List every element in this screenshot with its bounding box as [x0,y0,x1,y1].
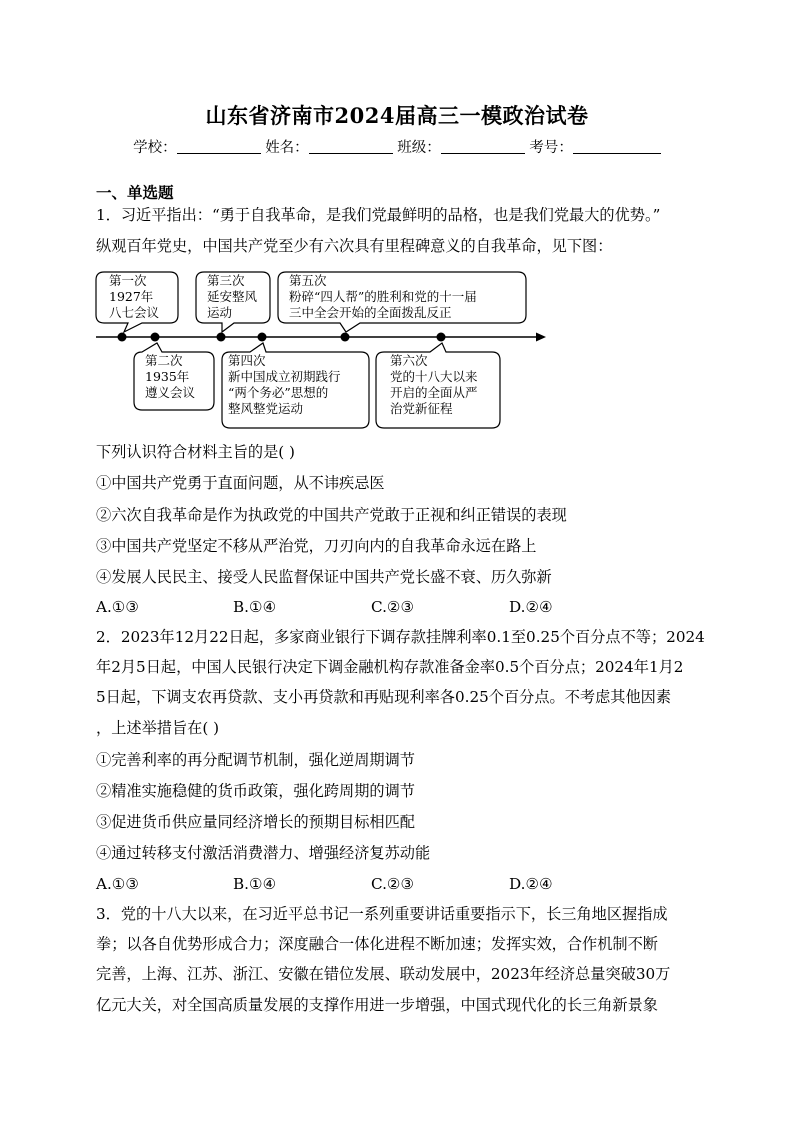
name-label: 姓名： [265,140,309,156]
exam-title: 山东省济南市2024届高三一模政治试卷 [205,103,589,128]
q3-line-4: 亿元大关，对全国高质量发展的支撑作用进一步增强，中国式现代化的长三角新景象 [96,996,658,1014]
school-blank[interactable] [177,138,261,154]
q2-line-1: 2．2023年12月22日起，多家商业银行下调存款挂牌利率0.1至0.25个百分点不等；2024 [96,628,705,646]
event-4-line-3: “两个务必”思想的 [228,385,329,400]
callout-6 [376,343,500,428]
event-4-line-4: 整风整党运动 [228,401,304,416]
event-4-line-2: 新中国成立初期践行 [228,369,341,384]
q1-statement-4: ④发展人民民主、接受人民监督保证中国共产党长盛不衰、历久弥新 [96,568,552,586]
q2-statement-2: ②精准实施稳健的货币政策，强化跨周期的调节 [96,782,415,800]
event-1-line-3: 八七会议 [109,305,160,320]
q1-option-a[interactable]: A.①③ [96,598,140,616]
exam-no-blank[interactable] [573,138,661,154]
q3-line-1: 3．党的十八大以来，在习近平总书记一系列重要讲话重要指示下，长三角地区握指成 [96,905,668,923]
q1-option-c[interactable]: C.②③ [371,598,415,616]
event-2-line-3: 遵义会议 [145,385,196,400]
event-6-line-1: 第六次 [390,353,428,368]
name-blank[interactable] [309,138,393,154]
q1-option-b[interactable]: B.①④ [233,598,277,616]
student-info-row [0,136,794,157]
q1-option-d[interactable]: D.②④ [509,598,553,616]
event-3-line-3: 运动 [207,305,233,320]
exam-no-label: 考号： [529,140,573,156]
q1-line-2: 纵观百年党史，中国共产党至少有六次具有里程碑意义的自我革命，见下图： [96,237,613,255]
q1-line-1: 1．习近平指出：“勇于自我革命，是我们党最鲜明的品格，也是我们党最大的优势。” [96,206,661,224]
event-6-line-4: 治党新征程 [390,401,453,416]
section-heading: 一、单选题 [96,183,174,202]
event-1-line-2: 1927年 [109,289,154,304]
q1-statement-2: ②六次自我革命是作为执政党的中国共产党敢于正视和纠正错误的表现 [96,506,567,524]
q1-stem: 下列认识符合材料主旨的是( ) [96,443,295,461]
q1-statement-1: ①中国共产党勇于直面问题，从不讳疾忌医 [96,474,385,492]
timeline-dot-1 [118,333,127,342]
q3-line-2: 拳；以各自优势形成合力；深度融合一体化进程不断加速；发挥实效，合作机制不断 [96,935,658,953]
q2-option-a[interactable]: A.①③ [96,875,140,893]
timeline-dot-4 [258,333,267,342]
timeline-dot-3 [217,333,226,342]
event-6-line-3: 开启的全面从严 [390,385,478,400]
callout-2 [134,343,214,410]
school-label: 学校： [133,140,177,156]
q2-option-c[interactable]: C.②③ [371,875,415,893]
event-1-line-1: 第一次 [109,273,147,288]
callout-1 [96,272,178,332]
timeline-dot-2 [151,333,160,342]
q2-option-b[interactable]: B.①④ [233,875,277,893]
timeline-dot-6 [437,333,446,342]
callout-4 [222,343,369,428]
event-6-line-2: 党的十八大以来 [390,369,478,384]
class-label: 班级： [397,140,441,156]
event-2-line-1: 第二次 [145,353,183,368]
q2-line-2: 年2月5日起，中国人民银行决定下调金融机构存款准备金率0.5个百分点；2024年1月2 [96,658,684,676]
event-4-line-1: 第四次 [228,353,266,368]
callout-5 [278,272,526,332]
event-5-line-1: 第五次 [289,273,327,288]
q2-statement-1: ①完善利率的再分配调节机制，强化逆周期调节 [96,751,415,769]
q2-statement-4: ④通过转移支付激活消费潜力、增强经济复苏动能 [96,844,431,862]
q3-line-3: 完善，上海、江苏、浙江、安徽在错位发展、联动发展中，2023年经济总量突破30万 [96,965,671,983]
q1-statement-3: ③中国共产党坚定不移从严治党，刀刃向内的自我革命永远在路上 [96,537,537,555]
timeline-arrowhead [536,333,546,342]
event-3-line-2: 延安整风 [207,289,258,304]
event-2-line-2: 1935年 [145,369,190,384]
event-5-line-3: 三中全会开始的全面拨乱反正 [289,305,452,320]
event-3-line-1: 第三次 [207,273,245,288]
callout-3 [196,272,270,332]
timeline-dot-5 [341,333,350,342]
q2-option-d[interactable]: D.②④ [509,875,553,893]
q2-statement-3: ③促进货币供应量同经济增长的预期目标相匹配 [96,813,415,831]
q2-line-4: ，上述举措旨在( ) [96,719,219,737]
timeline-diagram [90,266,560,432]
class-blank[interactable] [441,138,525,154]
event-5-line-2: 粉碎“四人帮”的胜利和党的十一届 [289,289,477,304]
q2-line-3: 5日起，下调支农再贷款、支小再贷款和再贴现利率各0.25个百分点。不考虑其他因素 [96,688,672,706]
